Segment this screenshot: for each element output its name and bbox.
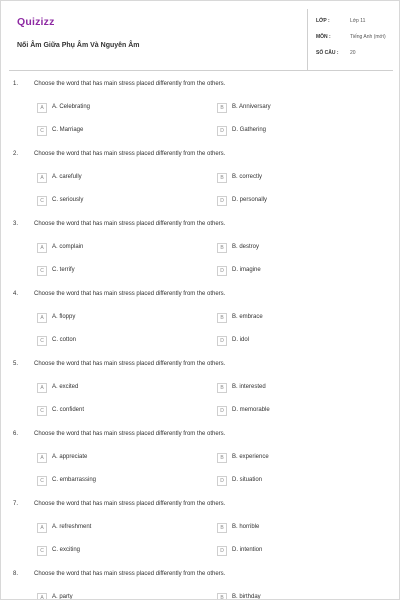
question-number: 4.	[13, 291, 19, 297]
option-letter-badge: C	[37, 406, 47, 416]
option-text: A. excited	[52, 384, 79, 390]
option-letter-badge: C	[37, 546, 47, 556]
option-letter-badge: B	[217, 243, 227, 253]
quizizz-logo: Quizizz	[17, 16, 55, 28]
meta-subject-label: MÔN :	[316, 34, 331, 40]
option-letter-badge: D	[217, 406, 227, 416]
option-letter-badge: A	[37, 103, 47, 113]
option-text: A. appreciate	[52, 454, 88, 460]
question-number: 1.	[13, 81, 19, 87]
worksheet-meta	[307, 9, 393, 71]
question-5	[9, 361, 393, 431]
option-letter-badge: B	[217, 103, 227, 113]
question-text: Choose the word that has main stress placed differently from the others.	[34, 361, 226, 367]
question-text: Choose the word that has main stress placed differently from the others.	[34, 221, 226, 227]
option-text: D. idol	[232, 337, 250, 343]
option-letter-badge: C	[37, 476, 47, 486]
worksheet-header	[9, 9, 393, 71]
option-letter-badge: A	[37, 593, 47, 600]
question-text: Choose the word that has main stress placed differently from the others.	[34, 431, 226, 437]
option-letter-badge: C	[37, 126, 47, 136]
option-letter-badge: B	[217, 383, 227, 393]
question-number: 7.	[13, 501, 19, 507]
option-letter-badge: A	[37, 243, 47, 253]
option-text: A. carefully	[52, 174, 82, 180]
option-text: A. refreshment	[52, 524, 92, 530]
question-number: 6.	[13, 431, 19, 437]
question-text: Choose the word that has main stress placed differently from the others.	[34, 81, 226, 87]
option-text: A. complain	[52, 244, 84, 250]
question-number: 5.	[13, 361, 19, 367]
option-letter-badge: B	[217, 453, 227, 463]
worksheet-title: Nối Âm Giữa Phụ Âm Và Nguyên Âm	[17, 42, 140, 49]
question-number: 3.	[13, 221, 19, 227]
option-letter-badge: D	[217, 476, 227, 486]
question-number: 8.	[13, 571, 19, 577]
option-text: D. intention	[232, 547, 263, 553]
option-text: C. confident	[52, 407, 85, 413]
question-number: 2.	[13, 151, 19, 157]
option-text: B. Anniversary	[232, 104, 271, 110]
option-text: C. Marriage	[52, 127, 84, 133]
question-4	[9, 291, 393, 361]
option-letter-badge: A	[37, 173, 47, 183]
question-text: Choose the word that has main stress placed differently from the others.	[34, 151, 226, 157]
meta-count-label: SỐ CÂU :	[316, 50, 339, 56]
option-letter-badge: B	[217, 313, 227, 323]
option-text: D. memorable	[232, 407, 270, 413]
option-text: D. personally	[232, 197, 268, 203]
meta-subject-value: Tiếng Anh (mới)	[350, 34, 386, 40]
meta-class-label: LỚP :	[316, 18, 330, 24]
option-text: B. interested	[232, 384, 266, 390]
question-3	[9, 221, 393, 291]
option-letter-badge: A	[37, 313, 47, 323]
option-text: D. Gathering	[232, 127, 267, 133]
question-text: Choose the word that has main stress placed differently from the others.	[34, 571, 226, 577]
option-letter-badge: D	[217, 546, 227, 556]
meta-count-value: 20	[350, 50, 356, 56]
option-letter-badge: B	[217, 173, 227, 183]
option-letter-badge: B	[217, 523, 227, 533]
option-letter-badge: A	[37, 523, 47, 533]
option-text: C. cotton	[52, 337, 77, 343]
option-text: B. experience	[232, 454, 269, 460]
question-8	[9, 571, 393, 600]
question-1	[9, 81, 393, 151]
question-text: Choose the word that has main stress placed differently from the others.	[34, 291, 226, 297]
option-text: B. correctly	[232, 174, 263, 180]
question-text: Choose the word that has main stress placed differently from the others.	[34, 501, 226, 507]
option-letter-badge: D	[217, 336, 227, 346]
option-letter-badge: D	[217, 196, 227, 206]
question-7	[9, 501, 393, 571]
question-2	[9, 151, 393, 221]
option-text: D. imagine	[232, 267, 261, 273]
option-text: C. exciting	[52, 547, 81, 553]
option-text: B. birthday	[232, 594, 261, 600]
option-text: A. floppy	[52, 314, 76, 320]
option-letter-badge: A	[37, 383, 47, 393]
option-text: C. terrify	[52, 267, 75, 273]
option-letter-badge: C	[37, 196, 47, 206]
option-letter-badge: D	[217, 126, 227, 136]
option-letter-badge: A	[37, 453, 47, 463]
option-text: B. embrace	[232, 314, 263, 320]
option-letter-badge: D	[217, 266, 227, 276]
option-text: B. horrible	[232, 524, 260, 530]
option-letter-badge: B	[217, 593, 227, 600]
option-text: C. seriously	[52, 197, 84, 203]
option-text: B. destroy	[232, 244, 260, 250]
option-text: A. Celebrating	[52, 104, 91, 110]
option-text: A. party	[52, 594, 73, 600]
option-text: C. embarrassing	[52, 477, 97, 483]
option-letter-badge: C	[37, 266, 47, 276]
question-6	[9, 431, 393, 501]
option-text: D. situation	[232, 477, 263, 483]
option-letter-badge: C	[37, 336, 47, 346]
meta-class-value: Lớp 11	[350, 18, 366, 24]
